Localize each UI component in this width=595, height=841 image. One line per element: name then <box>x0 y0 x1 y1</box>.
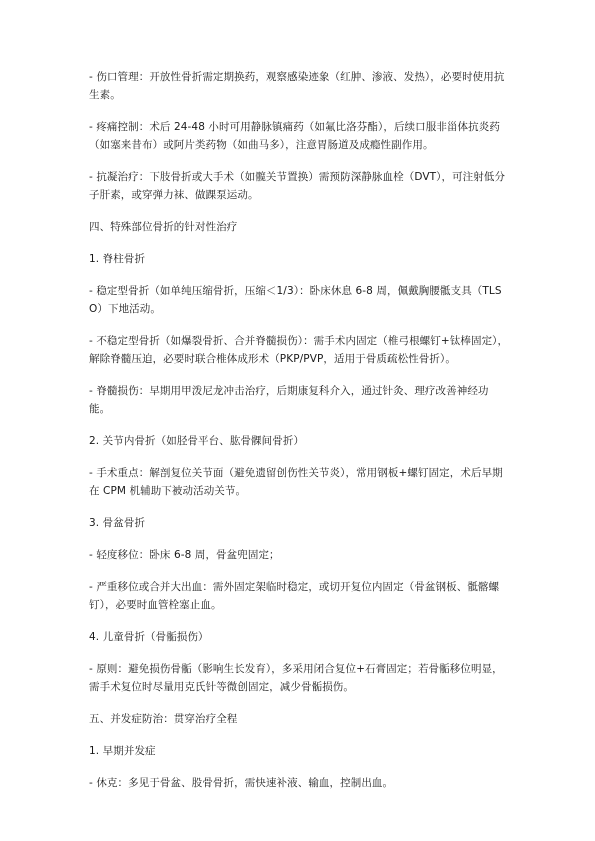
paragraph-pain-control: - 疼痛控制：术后 24-48 小时可用静脉镇痛药（如氟比洛芬酯），后续口服非甾体抗炎药（如塞来昔布）或阿片类药物（如曲马多），注意胃肠道及成瘾性副作用。 <box>89 121 500 151</box>
section-heading-4: 四、特殊部位骨折的针对性治疗 <box>89 221 238 233</box>
subheading-intra-articular: 2. 关节内骨折（如胫骨平台、肱骨髁间骨折） <box>89 435 305 447</box>
paragraph-shock: - 休克：多见于骨盆、股骨骨折，需快速补液、输血，控制出血。 <box>89 777 394 789</box>
subheading-pelvic-fracture: 3. 骨盆骨折 <box>89 517 146 529</box>
paragraph-principle: - 原则：避免损伤骨骺（影响生长发育），多采用闭合复位+石膏固定；若骨骺移位明显，需手术复位时尽量用克氏针等微创固定，减少骨骺损伤。 <box>89 663 503 693</box>
section-heading-5: 五、并发症防治：贯穿治疗全程 <box>89 713 238 725</box>
paragraph-stable-fracture: - 稳定型骨折（如单纯压缩骨折，压缩＜1/3）：卧床休息 6-8 周，佩戴胸腰骶支具（TLSO）下地活动。 <box>89 285 502 315</box>
paragraph-wound-management: - 伤口管理：开放性骨折需定期换药，观察感染迹象（红肿、渗液、发热），必要时使用抗生素。 <box>89 71 505 101</box>
paragraph-severe-displacement: - 严重移位或合并大出血：需外固定架临时稳定，或切开复位内固定（骨盆钢板、骶髂螺钉），必要时血管栓塞止血。 <box>89 581 500 611</box>
subheading-spine-fracture: 1. 脊柱骨折 <box>89 253 146 265</box>
paragraph-unstable-fracture: - 不稳定型骨折（如爆裂骨折、合并脊髓损伤）：需手术内固定（椎弓根螺钉+钛棒固定），解除脊髓压迫，必要时联合椎体成形术（PKP/PVP，适用于骨质疏松性骨折）。 <box>89 335 509 365</box>
paragraph-spinal-cord-injury: - 脊髓损伤：早期用甲泼尼龙冲击治疗，后期康复科介入，通过针灸、理疗改善神经功能。 <box>89 385 489 415</box>
paragraph-mild-displacement: - 轻度移位：卧床 6-8 周，骨盆兜固定； <box>89 549 280 561</box>
subheading-child-fracture: 4. 儿童骨折（骨骺损伤） <box>89 631 209 643</box>
paragraph-surgery-focus: - 手术重点：解剖复位关节面（避免遗留创伤性关节炎），常用钢板+螺钉固定，术后早期在 CPM 机辅助下被动活动关节。 <box>89 467 503 497</box>
subheading-early-complications: 1. 早期并发症 <box>89 745 156 757</box>
paragraph-anticoagulation: - 抗凝治疗：下肢骨折或大手术（如髋关节置换）需预防深静脉血栓（DVT），可注射低分子肝素，或穿弹力袜、做踝泵运动。 <box>89 171 506 201</box>
